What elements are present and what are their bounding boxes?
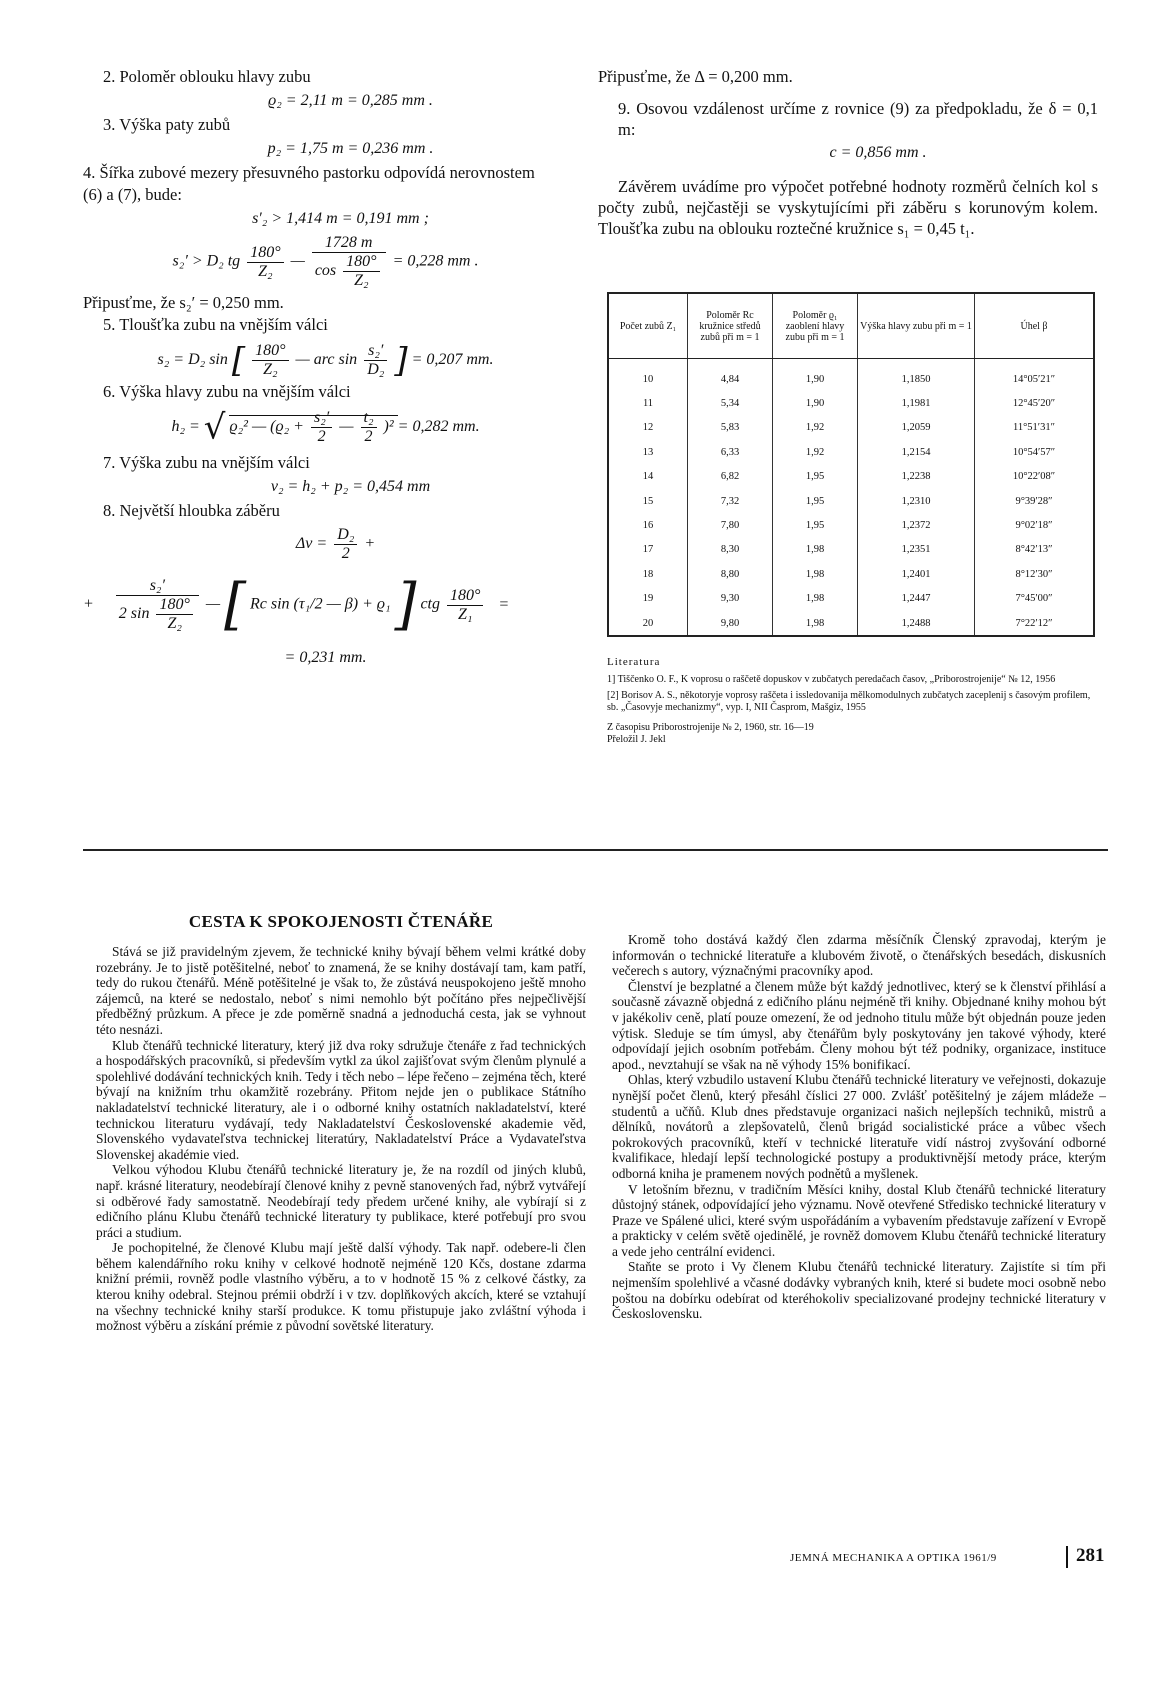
sqrt-sign: √ bbox=[203, 407, 226, 448]
conclusion-paragraph: Závěrem uvádíme pro výpočet potřebné hodnoty rozměrů čelních kol s počty zubů, nejčastěji se vyskytujícími při záběru s korunovým kolem. Tloušťka zubu na oblouku roztečné kružnice s₁ = 0,45 t₁. bbox=[598, 177, 1098, 238]
eq8a-f-den: 2 bbox=[341, 545, 350, 562]
eq5-mid: — arc sin bbox=[295, 351, 358, 369]
table-cell: 8°42′13″ bbox=[1015, 544, 1053, 556]
eq4b-f2-inner bbox=[343, 253, 379, 290]
eq6-fraction-2 bbox=[361, 409, 377, 446]
eq8b-f1-inner-den: Z₂ bbox=[167, 615, 182, 632]
eq4b-fraction-2 bbox=[312, 234, 386, 290]
eq4b-f2-inner-den: Z₂ bbox=[354, 272, 369, 289]
header-tooth-height: Výška hlavy zubu při m = 1 bbox=[858, 293, 975, 359]
gear-dimensions-table bbox=[607, 292, 1095, 637]
big-bracket-open: [ bbox=[224, 572, 246, 637]
literature-block bbox=[607, 656, 1102, 746]
eq6-close: )² bbox=[383, 418, 394, 436]
header-radius-rc: Poloměr Rc kružnice středů zubů při m = 1 bbox=[688, 293, 773, 359]
item-6: 6. Výška hlavy zubu na vnějším válci bbox=[103, 382, 351, 401]
eq8b-ctg: ctg bbox=[420, 595, 440, 613]
eq4b-f1-den: Z₂ bbox=[258, 262, 273, 280]
eq6-f1-num: s₂′ bbox=[311, 409, 332, 428]
article-right-paragraphs bbox=[612, 932, 1106, 1322]
table-cell: 14 bbox=[608, 465, 688, 489]
table-cell: 19 bbox=[608, 587, 688, 611]
bracket-open: [ bbox=[231, 340, 246, 381]
table-cell: 9,80 bbox=[688, 611, 773, 636]
item-5: 5. Tloušťka zubu na vnějším válci bbox=[103, 315, 328, 334]
table-row bbox=[608, 538, 1094, 562]
table-cell: 1,2310 bbox=[858, 489, 975, 513]
page-number: 281 bbox=[1076, 1545, 1105, 1566]
table-cell: 1,2059 bbox=[858, 416, 975, 440]
table-cell: 1,2401 bbox=[858, 562, 975, 586]
eq8a-left: Δv = bbox=[295, 535, 328, 553]
eq8b-f2-num: 180° bbox=[447, 587, 483, 606]
assume-delta: Připusťme, že Δ = 0,200 mm. bbox=[598, 67, 793, 86]
article-paragraph: Stává se již pravidelným zjevem, že technické knihy bývají během velmi krátké doby rozebrány. Je to jistě potěšitelné, neboť to znamená, že se knihy dostávají tam, kam patří, tedy do rukou čtenářů. Méně potěšitelné je však to, že zůstává neuspokojeno ještě mnoho zájemců, na které se nedostalo, neboť s nimi nemohlo být počítáno přes nejpečlivější předběžný průzkum. A přece je zde poměrně snadná a jednoduchá cesta, jak se vyhnout této nesnázi. bbox=[96, 944, 586, 1037]
equation-2: ϱ₂ = 2,11 m = 0,285 mm . bbox=[268, 92, 433, 109]
item-2: 2. Poloměr oblouku hlavy zubu bbox=[103, 67, 311, 86]
equation-6 bbox=[83, 409, 558, 446]
article-title: CESTA K SPOKOJENOSTI ČTENÁŘE bbox=[188, 912, 494, 931]
article-paragraph: Ohlas, který vzbudilo ustavení Klubu čtenářů technické literatury ve veřejnosti, dokazuje nynější počet členů, který přesáhl číslici 27 000. Zvlášť potěšitelný je zájem mládeže – studentů a učňů. Klub dnes představuje organizaci našich nejlepších techniků, mistrů a dělníků, novátorů a zlepšovatelů, členů brigád socialistické práce a vůbec všech pokrokových pracovníků, kteří v technické literatuře vidí nástroj zvyšování odborné kvalifikace, hledají lepší technologické postupy a produktivnější metody práce, kterým odborná kniha je pramenem nových podnětů a myšlenek. bbox=[612, 1072, 1106, 1181]
table-cell: 18 bbox=[608, 562, 688, 586]
table-cell: 1,92 bbox=[773, 416, 858, 440]
table-cell: 1,98 bbox=[773, 562, 858, 586]
table-header-row bbox=[608, 293, 1094, 359]
eq5-f2-num: s₂′ bbox=[364, 342, 387, 361]
eq8b-f1-num: s₂′ bbox=[116, 577, 199, 596]
eq4b-dash: — bbox=[290, 252, 305, 270]
header-teeth-count: Počet zubů Z₁ bbox=[608, 293, 688, 359]
article-paragraph: Velkou výhodou Klubu čtenářů technické literatury je, že na rozdíl od jiných klubů, např. krásné literatury, neodebírají členové knihy z pevně stanovených řad, nýbrž vytvářejí si odběrové řady samostatně. Neodebírají tedy předem určené knihy, ale vybírají si z edičního plánu Klubu čtenářů technické literatury ty publikace, které potřebují pro svou práci a studium. bbox=[96, 1162, 586, 1240]
table-cell: 5,34 bbox=[688, 391, 773, 415]
journal-footer: JEMNÁ MECHANIKA A OPTIKA 1961/9 bbox=[790, 1552, 997, 1564]
item-3: 3. Výška paty zubů bbox=[103, 115, 231, 134]
eq8b-bracket: Rc sin (τ₁/2 — β) + ϱ₁ bbox=[249, 595, 391, 613]
eq5-right: = 0,207 mm. bbox=[411, 351, 494, 369]
eq8b-fraction-1 bbox=[116, 577, 199, 633]
eq6-left: h₂ = bbox=[171, 418, 200, 436]
table-row bbox=[608, 513, 1094, 537]
table-cell: 8°12′30″ bbox=[1015, 568, 1053, 580]
table-cell: 1,95 bbox=[773, 489, 858, 513]
eq6-right: = 0,282 mm. bbox=[397, 418, 480, 436]
table-row bbox=[608, 359, 1094, 392]
article-left-column bbox=[96, 912, 586, 1334]
table-cell: 20 bbox=[608, 611, 688, 636]
item-8: 8. Největší hloubka záběru bbox=[103, 501, 280, 520]
item-9: 9. Osovou vzdálenost určíme z rovnice (9) za předpokladu, že δ = 0,1 m: bbox=[618, 99, 1098, 139]
eq4b-left: s₂′ > D₂ tg bbox=[172, 252, 241, 270]
eq4b-right: = 0,228 mm . bbox=[392, 252, 479, 270]
table-row bbox=[608, 611, 1094, 636]
eq8b-eq: = bbox=[498, 595, 510, 613]
equation-5 bbox=[83, 342, 558, 379]
table-row bbox=[608, 489, 1094, 513]
table-cell: 4,84 bbox=[688, 359, 773, 392]
table-cell: 10°22′08″ bbox=[1012, 471, 1056, 483]
eq8b-fraction-2 bbox=[447, 587, 483, 624]
equation-8b bbox=[83, 572, 558, 637]
assume-s2: Připusťme, že s₂′ = 0,250 mm. bbox=[83, 293, 284, 312]
table-cell: 9°02′18″ bbox=[1015, 520, 1053, 532]
item-4: 4. Šířka zubové mezery přesuvného pastorku odpovídá nerovnostem (6) a (7), bude: bbox=[83, 163, 535, 204]
table-cell: 1,98 bbox=[773, 538, 858, 562]
eq5-f1-num: 180° bbox=[252, 342, 288, 361]
table-cell: 8,30 bbox=[688, 538, 773, 562]
table-row bbox=[608, 465, 1094, 489]
eq6-minus: — bbox=[339, 418, 354, 436]
eq8b-f2-den: Z₁ bbox=[457, 605, 473, 623]
table-row bbox=[608, 587, 1094, 611]
table-cell: 1,2447 bbox=[858, 587, 975, 611]
eq5-fraction-2 bbox=[364, 342, 387, 379]
equation-3: p₂ = 1,75 m = 0,236 mm . bbox=[267, 140, 434, 157]
table-cell: 1,2372 bbox=[858, 513, 975, 537]
eq4b-f2-inner-num: 180° bbox=[343, 253, 379, 272]
table-row bbox=[608, 416, 1094, 440]
article-left-paragraphs bbox=[96, 944, 586, 1334]
item-7: 7. Výška zubu na vnějším válci bbox=[103, 453, 310, 472]
equation-8a bbox=[83, 526, 558, 563]
table-cell: 1,95 bbox=[773, 513, 858, 537]
eq8a-f-num: D₂ bbox=[334, 526, 357, 545]
eq8b-minus: — bbox=[205, 595, 221, 613]
big-bracket-close: ] bbox=[394, 572, 417, 637]
eq6-f1-den: 2 bbox=[317, 428, 326, 445]
eq4b-f1-num: 180° bbox=[247, 244, 283, 263]
equation-8c: = 0,231 mm. bbox=[284, 649, 367, 666]
table-cell: 16 bbox=[608, 513, 688, 537]
article-paragraph: Členství je bezplatné a členem může být každý jednotlivec, který se k členství přihlásí a současně závazně objedná z edičního plánu nejméně tři knihy. Objednané knihy mohou být v jakékoliv ceně, platí pouze omezení, že od jednoho titulu může být objednán pouze jeden výtisk. Sleduje se tím úmysl, aby čtenářům byly poskytovány jen takové výhody, které odpovídají jejich osobním potřebám. Členy mohou být též podniky, organizace, instituce apod., nevztahují se však na ně výhody 15% bonifikací. bbox=[612, 978, 1106, 1072]
eq5-f2-den: D₂ bbox=[367, 361, 385, 378]
eq8b-f1-inner bbox=[156, 596, 192, 633]
header-angle-beta: Úhel β bbox=[975, 293, 1095, 359]
equation-4b bbox=[83, 234, 558, 290]
eq8a-fraction bbox=[334, 526, 357, 563]
table-cell: 12 bbox=[608, 416, 688, 440]
table-cell: 1,98 bbox=[773, 587, 858, 611]
table-cell: 6,82 bbox=[688, 465, 773, 489]
eq4b-f2-num: 1728 m bbox=[312, 234, 386, 253]
table-cell: 15 bbox=[608, 489, 688, 513]
table-cell: 9,30 bbox=[688, 587, 773, 611]
eq4b-f2-cos: cos bbox=[314, 262, 337, 280]
article-paragraph: V letošním březnu, v tradičním Měsíci knihy, dostal Klub čtenářů technické literatury důstojný stánek, odpovídající jeho významu. Nově otevřené Středisko technické literatury v Praze ve Spálené ulici, které svým uspořádáním a vybavením představuje zařízení v Evropě a prakticky v celém světě ojedinělé, je rovněž domovem Klubu čtenářů technické literatury a vede jeho centrální evidenci. bbox=[612, 1181, 1106, 1259]
article-right-column bbox=[612, 932, 1106, 1322]
equation-4a: s′₂ > 1,414 m = 0,191 mm ; bbox=[252, 210, 429, 227]
article-paragraph: Kromě toho dostává každý člen zdarma měsíčník Členský zpravodaj, kterým je informován o technické literatuře a klubovém životě, o čtenářských besedách, diskusních večerech s autory, význačnými pracovníky apod. bbox=[612, 932, 1106, 979]
table-cell: 11°51′31″ bbox=[1013, 422, 1055, 434]
eq6-root: ϱ₂² — (ϱ₂ + bbox=[229, 418, 304, 436]
table-cell: 1,95 bbox=[773, 465, 858, 489]
table-cell: 1,2488 bbox=[858, 611, 975, 636]
table-cell: 1,90 bbox=[773, 391, 858, 415]
article-paragraph: Staňte se proto i Vy členem Klubu čtenářů technické literatury. Zajistíte si tím při nejmenším spolehlivé a včasné dodávky vybraných knih, které si budete moci osobně nebo poštou na dobírku odebírat od kteréhokoliv specializované prodejny technické literatury v Československu. bbox=[612, 1259, 1106, 1322]
table-cell: 10 bbox=[608, 359, 688, 392]
literature-title: Literatura bbox=[607, 656, 661, 668]
table-cell: 12°45′20″ bbox=[1012, 398, 1056, 410]
table-cell: 9°39′28″ bbox=[1015, 495, 1053, 507]
table-cell: 1,2351 bbox=[858, 538, 975, 562]
table-cell: 17 bbox=[608, 538, 688, 562]
table-cell: 8,80 bbox=[688, 562, 773, 586]
eq5-fraction-1 bbox=[252, 342, 288, 379]
source-note: Z časopisu Priborostrojenije № 2, 1960, str. 16—19 bbox=[607, 722, 814, 733]
equation-7: v₂ = h₂ + p₂ = 0,454 mm bbox=[270, 478, 431, 495]
bracket-close: ] bbox=[394, 340, 408, 381]
eq8a-plus: + bbox=[364, 535, 376, 553]
eq6-fraction-1 bbox=[311, 409, 332, 446]
translator-note: Přeložil J. Jekl bbox=[607, 734, 666, 745]
table-cell: 10°54′57″ bbox=[1012, 446, 1056, 458]
table-cell: 6,33 bbox=[688, 440, 773, 464]
table-cell: 1,90 bbox=[773, 359, 858, 392]
reference-2: [2] Borisov A. S., někotoryje voprosy raščeta i issledovanija mělkomodulnych zubčatych zaceplenij s časovým profilem, sb. „Časovyje mechanizmy“, vyp. I, NII Časprom, Mašgiz, 1955 bbox=[607, 690, 1091, 713]
table-body bbox=[608, 359, 1094, 637]
table-cell: 1,2238 bbox=[858, 465, 975, 489]
table-cell: 7°22′12″ bbox=[1015, 617, 1053, 629]
eq5-f1-den: Z₂ bbox=[263, 361, 278, 378]
eq6-f2-num: t₂ bbox=[361, 409, 377, 428]
table-row bbox=[608, 562, 1094, 586]
table-cell: 1,98 bbox=[773, 611, 858, 636]
eq8b-f1-inner-num: 180° bbox=[156, 596, 192, 615]
eq4b-fraction-1 bbox=[247, 244, 283, 281]
table-cell: 7°45′00″ bbox=[1015, 593, 1053, 605]
eq8b-f1-sin: 2 sin bbox=[118, 605, 150, 623]
table-cell: 11 bbox=[608, 391, 688, 415]
reference-1: 1] Tiščenko O. F., K voprosu o raščetě dopuskov v zubčatych peredačach časov, „Priborostrojenije“ № 12, 1956 bbox=[607, 674, 1056, 685]
table-cell: 1,2154 bbox=[858, 440, 975, 464]
table-cell: 14°05′21″ bbox=[1012, 373, 1056, 385]
table-row bbox=[608, 391, 1094, 415]
footer-separator bbox=[1066, 1546, 1068, 1568]
math-column-right bbox=[598, 66, 1098, 239]
table-cell: 1,1850 bbox=[858, 359, 975, 392]
eq5-left: s₂ = D₂ sin bbox=[157, 351, 228, 369]
section-divider bbox=[83, 849, 1108, 851]
table-cell: 1,92 bbox=[773, 440, 858, 464]
table-row bbox=[608, 440, 1094, 464]
article-paragraph: Je pochopitelné, že členové Klubu mají ještě další výhody. Tak např. odebere-li člen během kalendářního roku knihy v celkové hodnotě nejméně 120 Kčs, dostane zdarma knižní prémii, rovněž podle vlastního výběru, a to v hodnotě 15 % z celkové částky, za kterou knihy odebral. Stejnou prémii obdrží i v tzv. doplňkových akcích, které se vztahují na všechny technické knihy starší produkce. K tomu přistupuje jako zvláštní výhoda i možnost výběru a získání prémie z původní sovětské literatury. bbox=[96, 1240, 586, 1334]
eq6-f2-den: 2 bbox=[364, 428, 373, 445]
table-cell: 7,80 bbox=[688, 513, 773, 537]
math-column-left bbox=[83, 66, 558, 671]
eq8b-plus: + bbox=[83, 595, 94, 613]
sqrt-body bbox=[229, 409, 397, 445]
table-cell: 1,1981 bbox=[858, 391, 975, 415]
table-cell: 5,83 bbox=[688, 416, 773, 440]
article-paragraph: Klub čtenářů technické literatury, který již dva roky sdružuje čtenáře z řad technických a hospodářských pracovníků, si především vytkl za úkol zajišťovat svým členům plynulé a spolehlivé dodávání technických knih. Tedy i těch nebo – lépe řečeno – zejména těch, které bývají na knižním trhu okamžitě rozebrány. Přitom nejde jen o publikace Státního nakladatelství technické literatury, ale i o odborné knihy ostatních nakladatelství, které technickou literaturu vydávají, tedy Nakladatelství Československé akademie věd, Slovenského vydavateľstva technickej literatúry, Nakladatelství Práce a Vydavateľstva Slovenskej akadémie vied. bbox=[96, 1037, 586, 1162]
header-radius-rho: Poloměr ϱ₁ zaoblení hlavy zubu při m = 1 bbox=[773, 293, 858, 359]
equation-9: c = 0,856 mm . bbox=[829, 144, 927, 161]
table-cell: 7,32 bbox=[688, 489, 773, 513]
table-cell: 13 bbox=[608, 440, 688, 464]
